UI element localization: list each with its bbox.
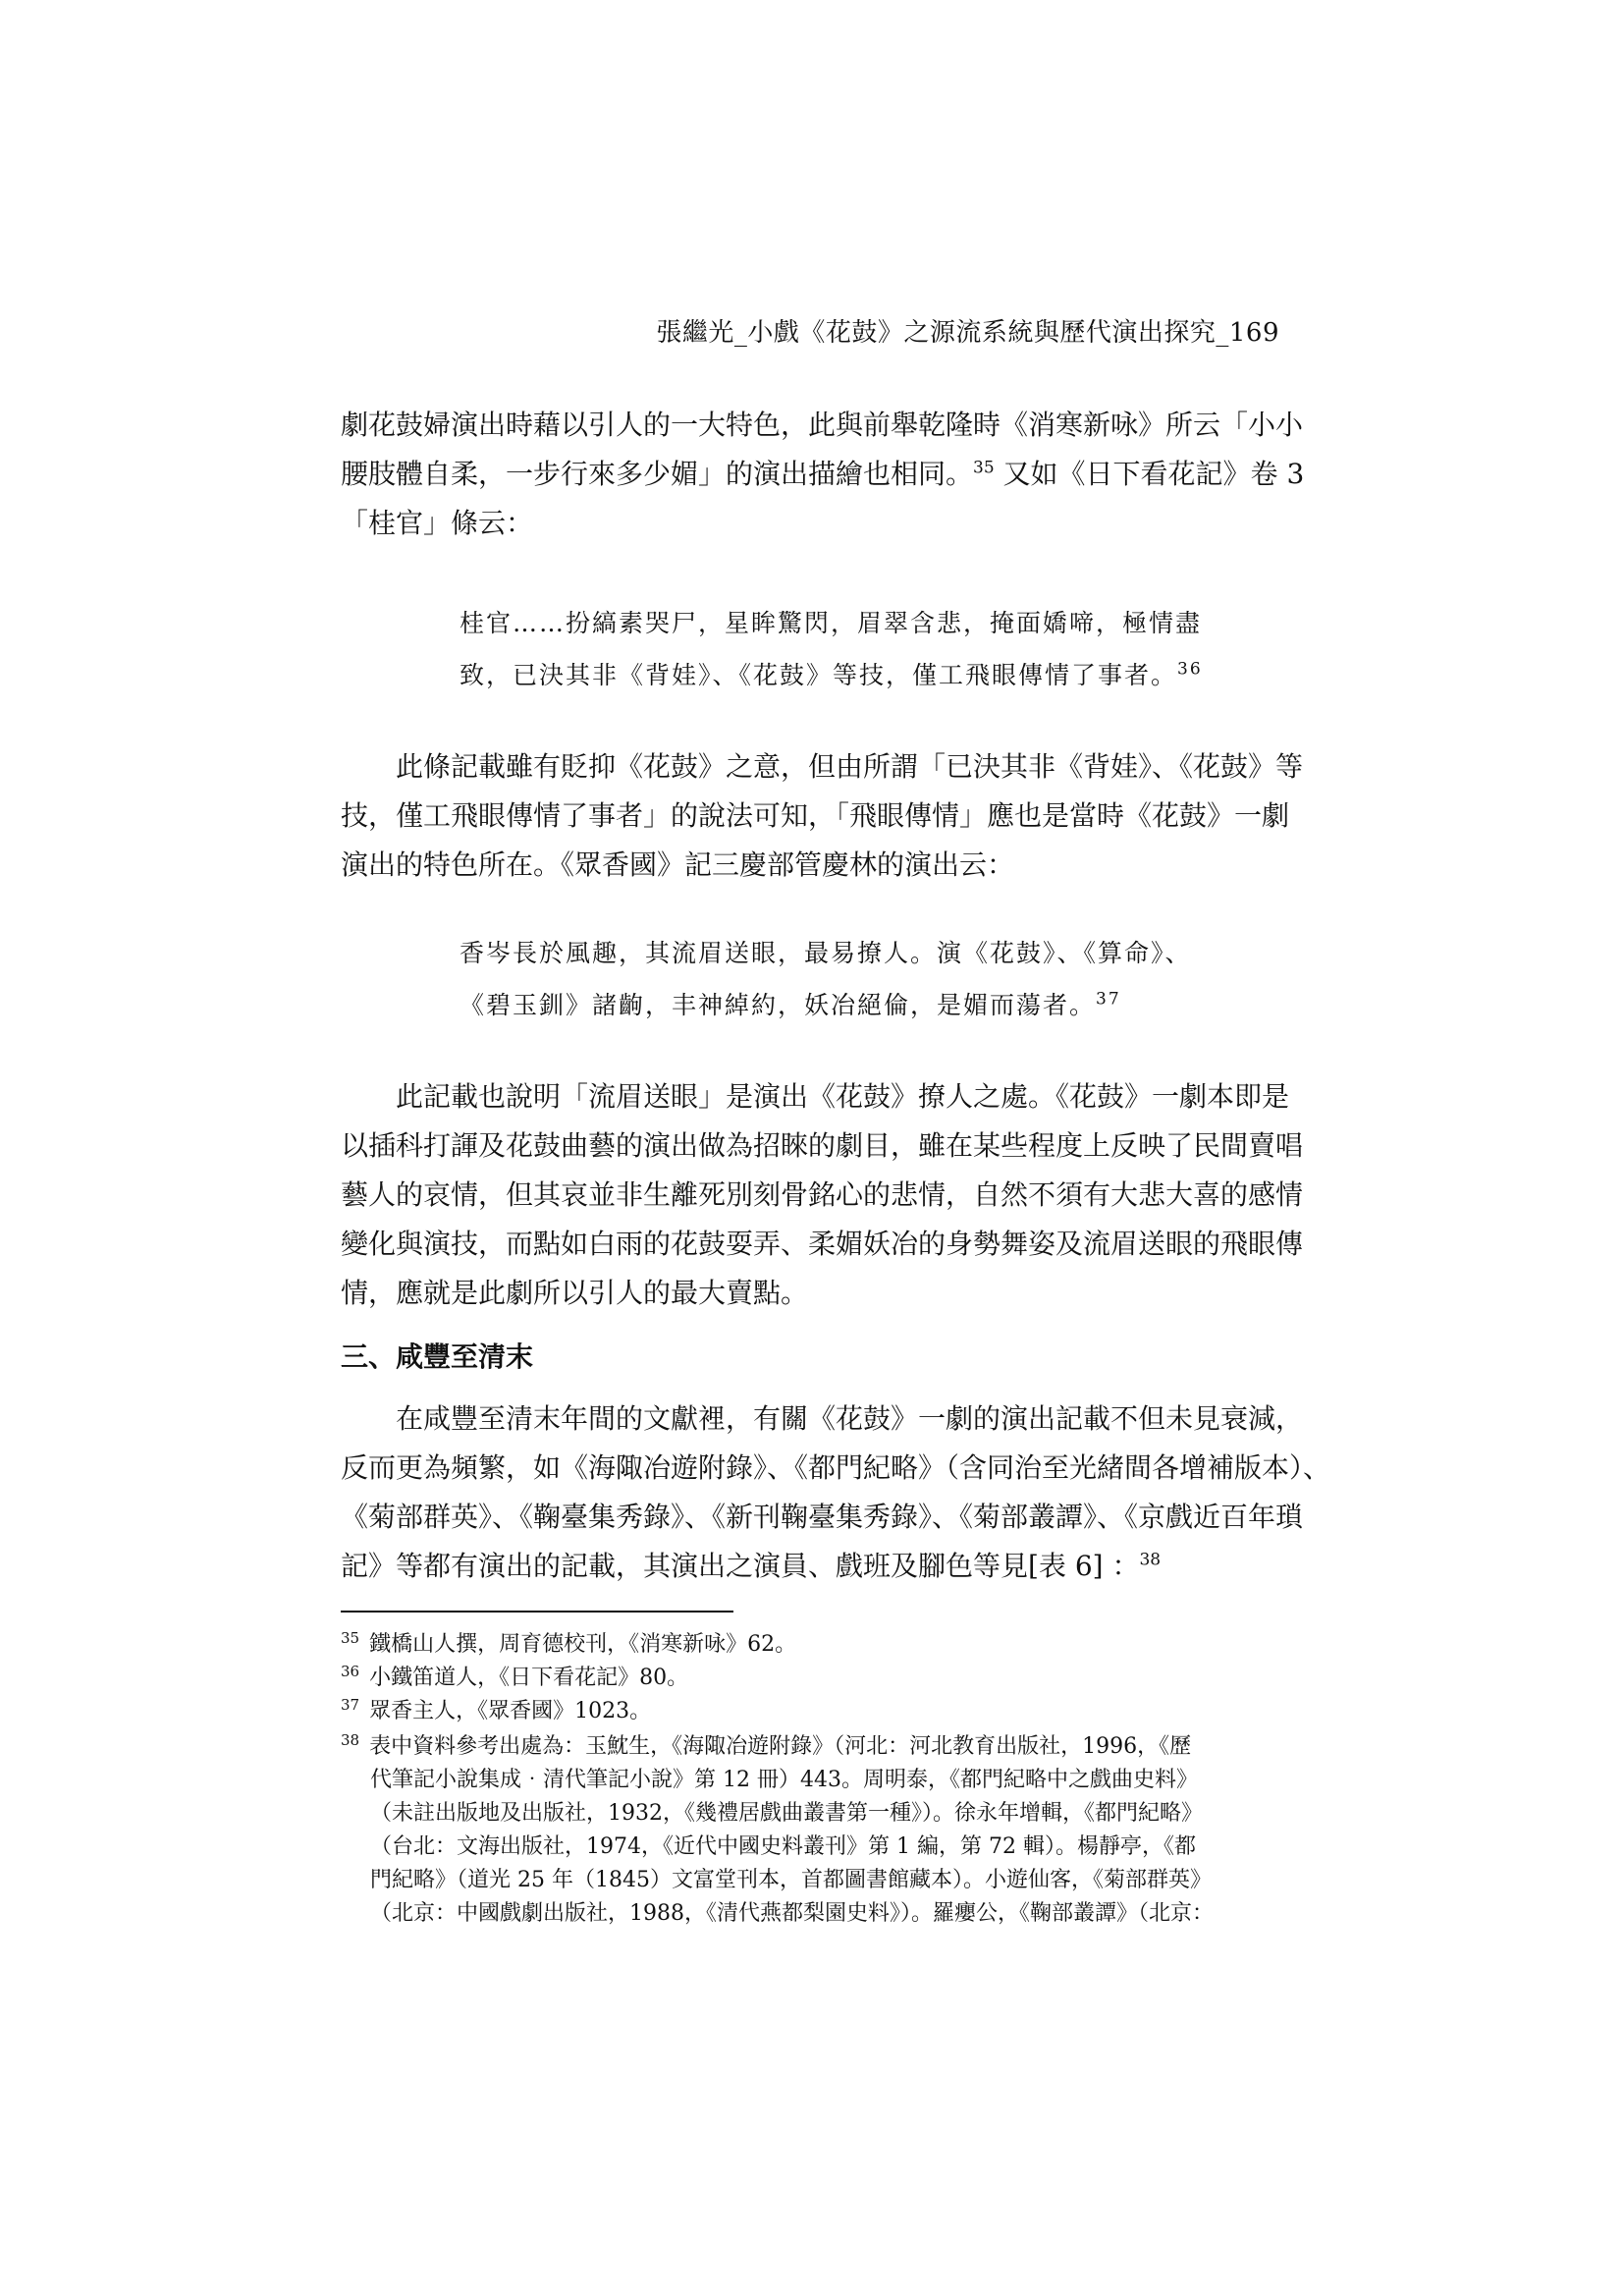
- quote-line: 香岑長於風趣，其流眉送眼，最易撩人。演《花鼓》、《算命》、: [460, 939, 1192, 967]
- footnote-number: 35: [341, 1628, 360, 1647]
- text-run: 《碧玉釧》諸齣，丰神綽約，妖冶絕倫，是媚而蕩者。: [460, 991, 1097, 1019]
- footnote-38: [341, 1730, 1291, 1931]
- paragraph-3: [341, 1072, 1304, 1318]
- footnote-36: [341, 1662, 1291, 1695]
- footnote-ref-38[interactable]: 38: [1139, 1550, 1162, 1570]
- text-line: 技，僅工飛眼傳情了事者」的說法可知，「飛眼傳情」應也是當時《花鼓》一劇: [341, 799, 1290, 832]
- quote-line: 桂官……扮縞素哭尸，星眸驚閃，眉翠含悲，掩面嬌啼，極情盡: [460, 609, 1203, 637]
- footnote-line: [341, 1662, 1291, 1695]
- text-run: 腰肢體自柔，一步行來多少媚」的演出描繪也相同。: [341, 458, 974, 490]
- text-line: 以插科打諢及花鼓曲藝的演出做為招睞的劇目，雖在某些程度上反映了民間賣唱: [341, 1129, 1304, 1162]
- footnote-text: 小鐵笛道人，《日下看花記》80。: [369, 1666, 689, 1690]
- footnote-text: 眾香主人，《眾香國》1023。: [369, 1699, 652, 1723]
- footnote-line: 門紀略》（道光 25 年（1845）文富堂刊本，首都圖書館藏本）。小遊仙客，《菊部群英》: [370, 1868, 1212, 1892]
- text-run: 致，已決其非《背娃》、《花鼓》等技，僅工飛眼傳情了事者。: [460, 661, 1178, 689]
- text-line: 反而更為頻繁，如《海陬冶遊附錄》、《都門紀略》（含同治至光緒間各增補版本）、: [341, 1451, 1331, 1484]
- text-run: 記》等都有演出的記載，其演出之演員、戲班及腳色等見[表 6] ：: [341, 1550, 1140, 1582]
- footnote-37: [341, 1695, 1291, 1728]
- footnote-line: [341, 1628, 1291, 1662]
- text-line: 「桂官」條云：: [341, 507, 534, 539]
- footnote-35: [341, 1628, 1291, 1662]
- footnote-number: 36: [341, 1662, 360, 1680]
- block-quote-2: [460, 927, 1245, 1031]
- text-line: 劇花鼓婦演出時藉以引人的一大特色，此與前舉乾隆時《消寒新咏》所云「小小: [341, 409, 1304, 441]
- footnote-ref-37[interactable]: 37: [1096, 989, 1121, 1010]
- footnote-line: [341, 1730, 1291, 1764]
- block-quote-1: [460, 597, 1245, 701]
- text-line: 變化與演技，而點如白雨的花鼓耍弄、柔媚妖冶的身勢舞姿及流眉送眼的飛眼傳: [341, 1228, 1304, 1260]
- running-header: 張繼光_小戲《花鼓》之源流系統與歷代演出探究_169: [656, 318, 1279, 348]
- text-line: 此條記載雖有貶抑《花鼓》之意，但由所謂「已決其非《背娃》、《花鼓》等: [396, 750, 1304, 783]
- quote-line: [460, 649, 1245, 701]
- footnote-line: 代筆記小說集成‧清代筆記小說》第 12 冊）443。周明泰，《都門紀略中之戲曲史料》: [370, 1768, 1198, 1792]
- footnote-ref-36[interactable]: 36: [1177, 659, 1203, 680]
- text-line: 藝人的哀情，但其哀並非生離死別刻骨銘心的悲情，自然不須有大悲大喜的感情: [341, 1178, 1304, 1211]
- footnote-number: 38: [341, 1730, 360, 1749]
- footnote-number: 37: [341, 1695, 360, 1714]
- text-line: 情，應就是此劇所以引人的最大賣點。: [341, 1277, 809, 1309]
- text-line: [341, 1542, 1291, 1591]
- footnote-line: [341, 1695, 1291, 1728]
- footnote-divider: [341, 1611, 733, 1613]
- paragraph-4: [341, 1394, 1331, 1591]
- footnote-line: （北京：中國戲劇出版社，1988，《清代燕都梨園史料》）。羅癭公，《鞠部叢譚》（北京：: [370, 1901, 1214, 1926]
- footnote-ref-35[interactable]: 35: [973, 458, 995, 478]
- text-line: 此記載也說明「流眉送眼」是演出《花鼓》撩人之處。《花鼓》一劇本即是: [396, 1080, 1290, 1113]
- text-line: 在咸豐至清末年間的文獻裡，有關《花鼓》一劇的演出記載不但未見衰減，: [396, 1402, 1304, 1435]
- text-line: [341, 450, 1305, 499]
- footnote-text: 表中資料參考出處為：玉魫生，《海陬冶遊附錄》（河北：河北教育出版社，1996，《歷: [369, 1734, 1192, 1759]
- paragraph-2: [341, 742, 1304, 890]
- footnote-line: （未註出版地及出版社，1932，《幾禮居戲曲叢書第一種》）。徐永年增輯，《都門紀略》: [370, 1801, 1203, 1826]
- section-heading: 三、咸豐至清末: [341, 1340, 534, 1373]
- footnote-line: （台北：文海出版社，1974，《近代中國史料叢刊》第 1 編，第 72 輯）。楊靜亭，《都: [370, 1834, 1196, 1859]
- text-line: 演出的特色所在。《眾香國》記三慶部管慶林的演出云：: [341, 848, 1015, 881]
- paragraph-1: [341, 401, 1305, 548]
- text-line: 《菊部群英》、《鞠臺集秀錄》、《新刊鞠臺集秀錄》、《菊部叢譚》、《京戲近百年瑣: [341, 1501, 1304, 1533]
- footnote-text: 鐵橋山人撰，周育德校刊，《消寒新咏》62。: [369, 1632, 797, 1657]
- quote-line: [460, 979, 1245, 1031]
- text-run: 又如《日下看花記》卷 3: [994, 458, 1305, 490]
